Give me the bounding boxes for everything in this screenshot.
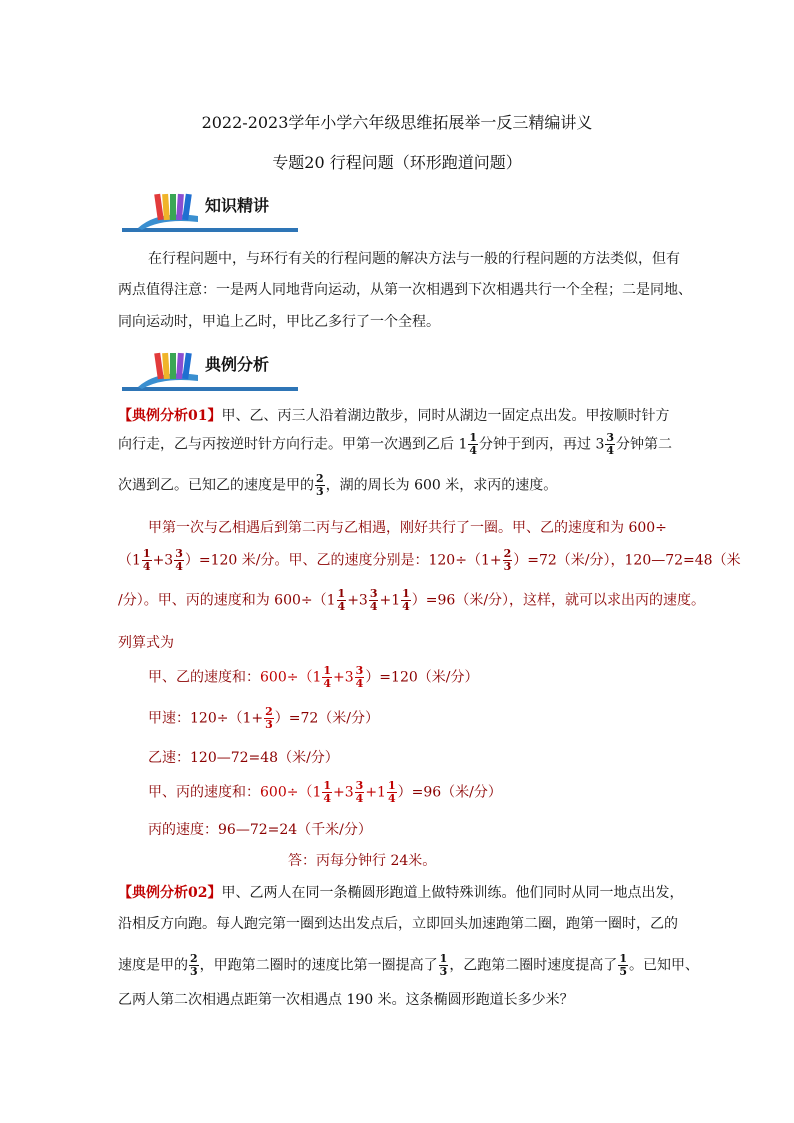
fraction: $\frac{3}{4}$ <box>606 431 615 457</box>
calc-line-3: 乙速：120—72=48（米/分） <box>148 750 339 766</box>
example-1-tag: 【典例分析01】 <box>118 408 222 424</box>
example-1-line-3: 次遇到乙。已知乙的速度是甲的 $\frac{2}{3}$ ，湖的周长为 600 米，求丙的速度。 <box>118 472 558 498</box>
knowledge-line-2: 两点值得注意：一是两人同地背向运动，从第一次相遇到下次相遇共行一个全程；二是同地、 <box>118 282 692 298</box>
knowledge-line-3: 同向运动时，甲追上乙时，甲比乙多行了一个全程。 <box>118 314 440 330</box>
example-2-line-1: 【典例分析02】甲、乙两人在同一条椭圆形跑道上做特殊训练。他们同时从同一地点出发， <box>118 885 684 901</box>
calc-line-4: 甲、丙的速度和：600÷（1 $\frac{1}{4}$ +3 $\frac{3}{4}$ +1 $\frac{1}{4}$ ）=96（米/分） <box>148 779 502 805</box>
fraction: $\frac{1}{4}$ <box>402 587 410 613</box>
answer-line: 答：丙每分钟行 24米。 <box>288 853 437 869</box>
fraction: $\frac{1}{4}$ <box>323 779 332 805</box>
section-heading-knowledge: 知识精讲 <box>205 196 270 215</box>
calc-line-1: 甲、乙的速度和：600÷（1 $\frac{1}{4}$ +3 $\frac{3}{4}$ ）=120（米/分） <box>148 664 479 690</box>
fraction: $\frac{2}{3}$ <box>190 952 198 978</box>
fraction: $\frac{1}{4}$ <box>323 664 332 690</box>
solution-line-1: 甲第一次与乙相遇后到第二丙与乙相遇，刚好共行了一圈。甲、乙的速度和为 600÷ <box>148 520 667 536</box>
fraction: $\frac{1}{4}$ <box>142 547 151 573</box>
fraction: $\frac{3}{4}$ <box>355 779 364 805</box>
example-2-tag: 【典例分析02】 <box>118 885 222 901</box>
example-2-line-2: 沿相反方向跑。每人跑完第一圈到达出发点后，立即回头加速跑第二圈，跑第一圈时，乙的 <box>118 916 678 932</box>
fraction: $\frac{1}{4}$ <box>469 431 478 457</box>
calc-line-5: 丙的速度：96—72=24（千米/分） <box>148 822 372 838</box>
document-title: 2022-2023学年小学六年级思维拓展举一反三精编讲义 <box>201 113 593 132</box>
fraction: $\frac{3}{4}$ <box>175 547 183 573</box>
example-2-line-4: 乙两人第二次相遇点距第一次相遇点 190 米。这条椭圆形跑道长多少米？ <box>118 992 574 1008</box>
example-1-line-2: 向行走，乙与丙按逆时针方向行走。甲第一次遇到乙后 1 $\frac{1}{4}$ 分钟于到丙，再过 3 $\frac{3}{4}$ 分钟第二 <box>118 431 673 457</box>
fraction: $\frac{3}{4}$ <box>355 664 364 690</box>
knowledge-line-1: 在行程问题中，与环行有关的行程问题的解决方法与一般的行程问题的方法类似，但有 <box>148 251 680 267</box>
calc-line-2: 甲速：120÷（1+ $\frac{2}{3}$ ）=72（米/分） <box>148 705 380 731</box>
fraction: $\frac{1}{4}$ <box>387 779 396 805</box>
section-heading-examples: 典例分析 <box>205 355 270 374</box>
fraction: $\frac{1}{3}$ <box>439 952 448 978</box>
fraction: $\frac{2}{3}$ <box>316 472 324 498</box>
fraction: $\frac{3}{4}$ <box>369 587 378 613</box>
fraction: $\frac{2}{3}$ <box>503 547 512 573</box>
solution-line-2: （1 $\frac{1}{4}$ +3 $\frac{3}{4}$ ）=120 米/分。甲、乙的速度分别是：120÷（1+ $\frac{2}{3}$ ）=72（米/分），120—72=48（米 <box>118 547 741 573</box>
fraction: $\frac{1}{5}$ <box>619 952 627 978</box>
example-1-line-1: 【典例分析01】甲、乙、丙三人沿着湖边散步，同时从湖边一固定点出发。甲按顺时针方 <box>118 408 670 424</box>
example-2-line-3: 速度是甲的 $\frac{2}{3}$ ，甲跑第二圈时的速度比第一圈提高了 $\frac{1}{3}$ ，乙跑第二圈时速度提高了 $\frac{1}{5}$ 。已知甲、 <box>118 952 699 978</box>
fraction: $\frac{2}{3}$ <box>265 705 273 731</box>
solution-line-3: /分）。甲、丙的速度和为 600÷（1 $\frac{1}{4}$ +3 $\frac{3}{4}$ +1 $\frac{1}{4}$ ）=96（米/分），这样，就可以求出丙的速度。 <box>118 587 706 613</box>
document-subtitle: 专题20 行程问题（环形跑道问题） <box>272 153 522 172</box>
calc-label: 列算式为 <box>118 635 174 651</box>
fraction: $\frac{1}{4}$ <box>337 587 346 613</box>
